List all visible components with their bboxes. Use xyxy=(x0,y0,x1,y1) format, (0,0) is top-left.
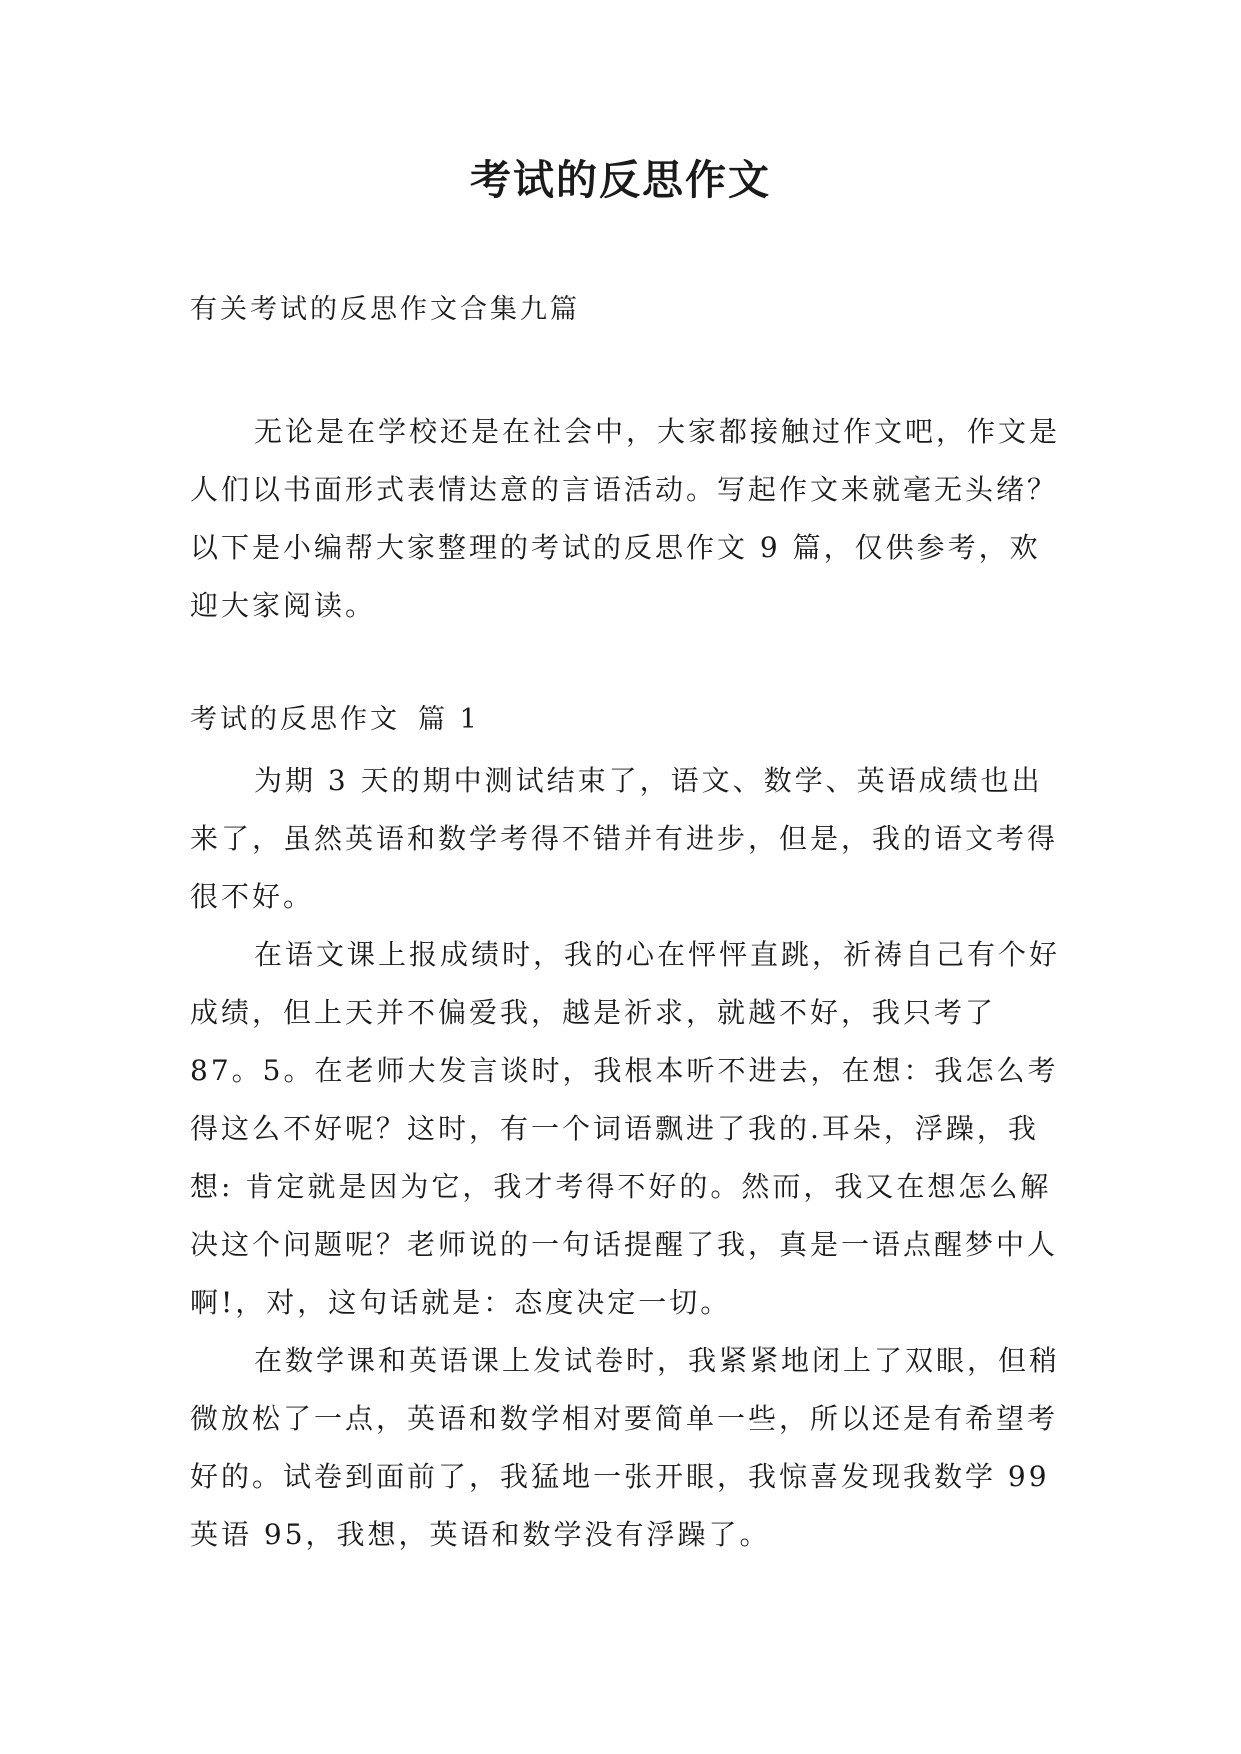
document-title: 考试的反思作文 xyxy=(470,156,771,204)
section-heading-number: 篇 1 xyxy=(418,704,480,735)
body-paragraph: 在语文课上报成绩时，我的心在怦怦直跳，祈祷自己有个好成绩，但上天并不偏爱我，越是祈求，就越不好，我只考了 87。5。在老师大发言谈时，我根本听不进去，在想：我怎么考得这么不好呢？这时，有一个词语飘进了我的.耳朵，浮躁，我想: 肯定就是因为它，我才考得不好的。然而，我又在想怎么解决这个问题呢？老师说的一句话提醒了我，真是一语点醒梦中人啊!，对，这句话就是：态度决定一切。 xyxy=(190,938,1061,1319)
document-subtitle: 有关考试的反思作文合集九篇 xyxy=(190,294,580,325)
body-paragraph: 为期 3 天的期中测试结束了，语文、数学、英语成绩也出来了，虽然英语和数学考得不错并有进步，但是，我的语文考得很不好。 xyxy=(190,764,1059,913)
section-heading xyxy=(190,700,480,740)
body-paragraph: 在数学课和英语课上发试卷时，我紧紧地闭上了双眼，但稍微放松了一点，英语和数学相对要简单一些，所以还是有希望考好的。试卷到面前了，我猛地一张开眼，我惊喜发现我数学 99 英语 95，我想，英语和数学没有浮躁了。 xyxy=(190,1344,1061,1551)
section-heading-title: 考试的反思作文 xyxy=(190,704,400,735)
intro-paragraph: 无论是在学校还是在社会中，大家都接触过作文吧，作文是人们以书面形式表情达意的言语活动。写起作文来就毫无头绪？以下是小编帮大家整理的考试的反思作文 9 篇，仅供参考，欢迎大家阅读。 xyxy=(190,415,1061,622)
